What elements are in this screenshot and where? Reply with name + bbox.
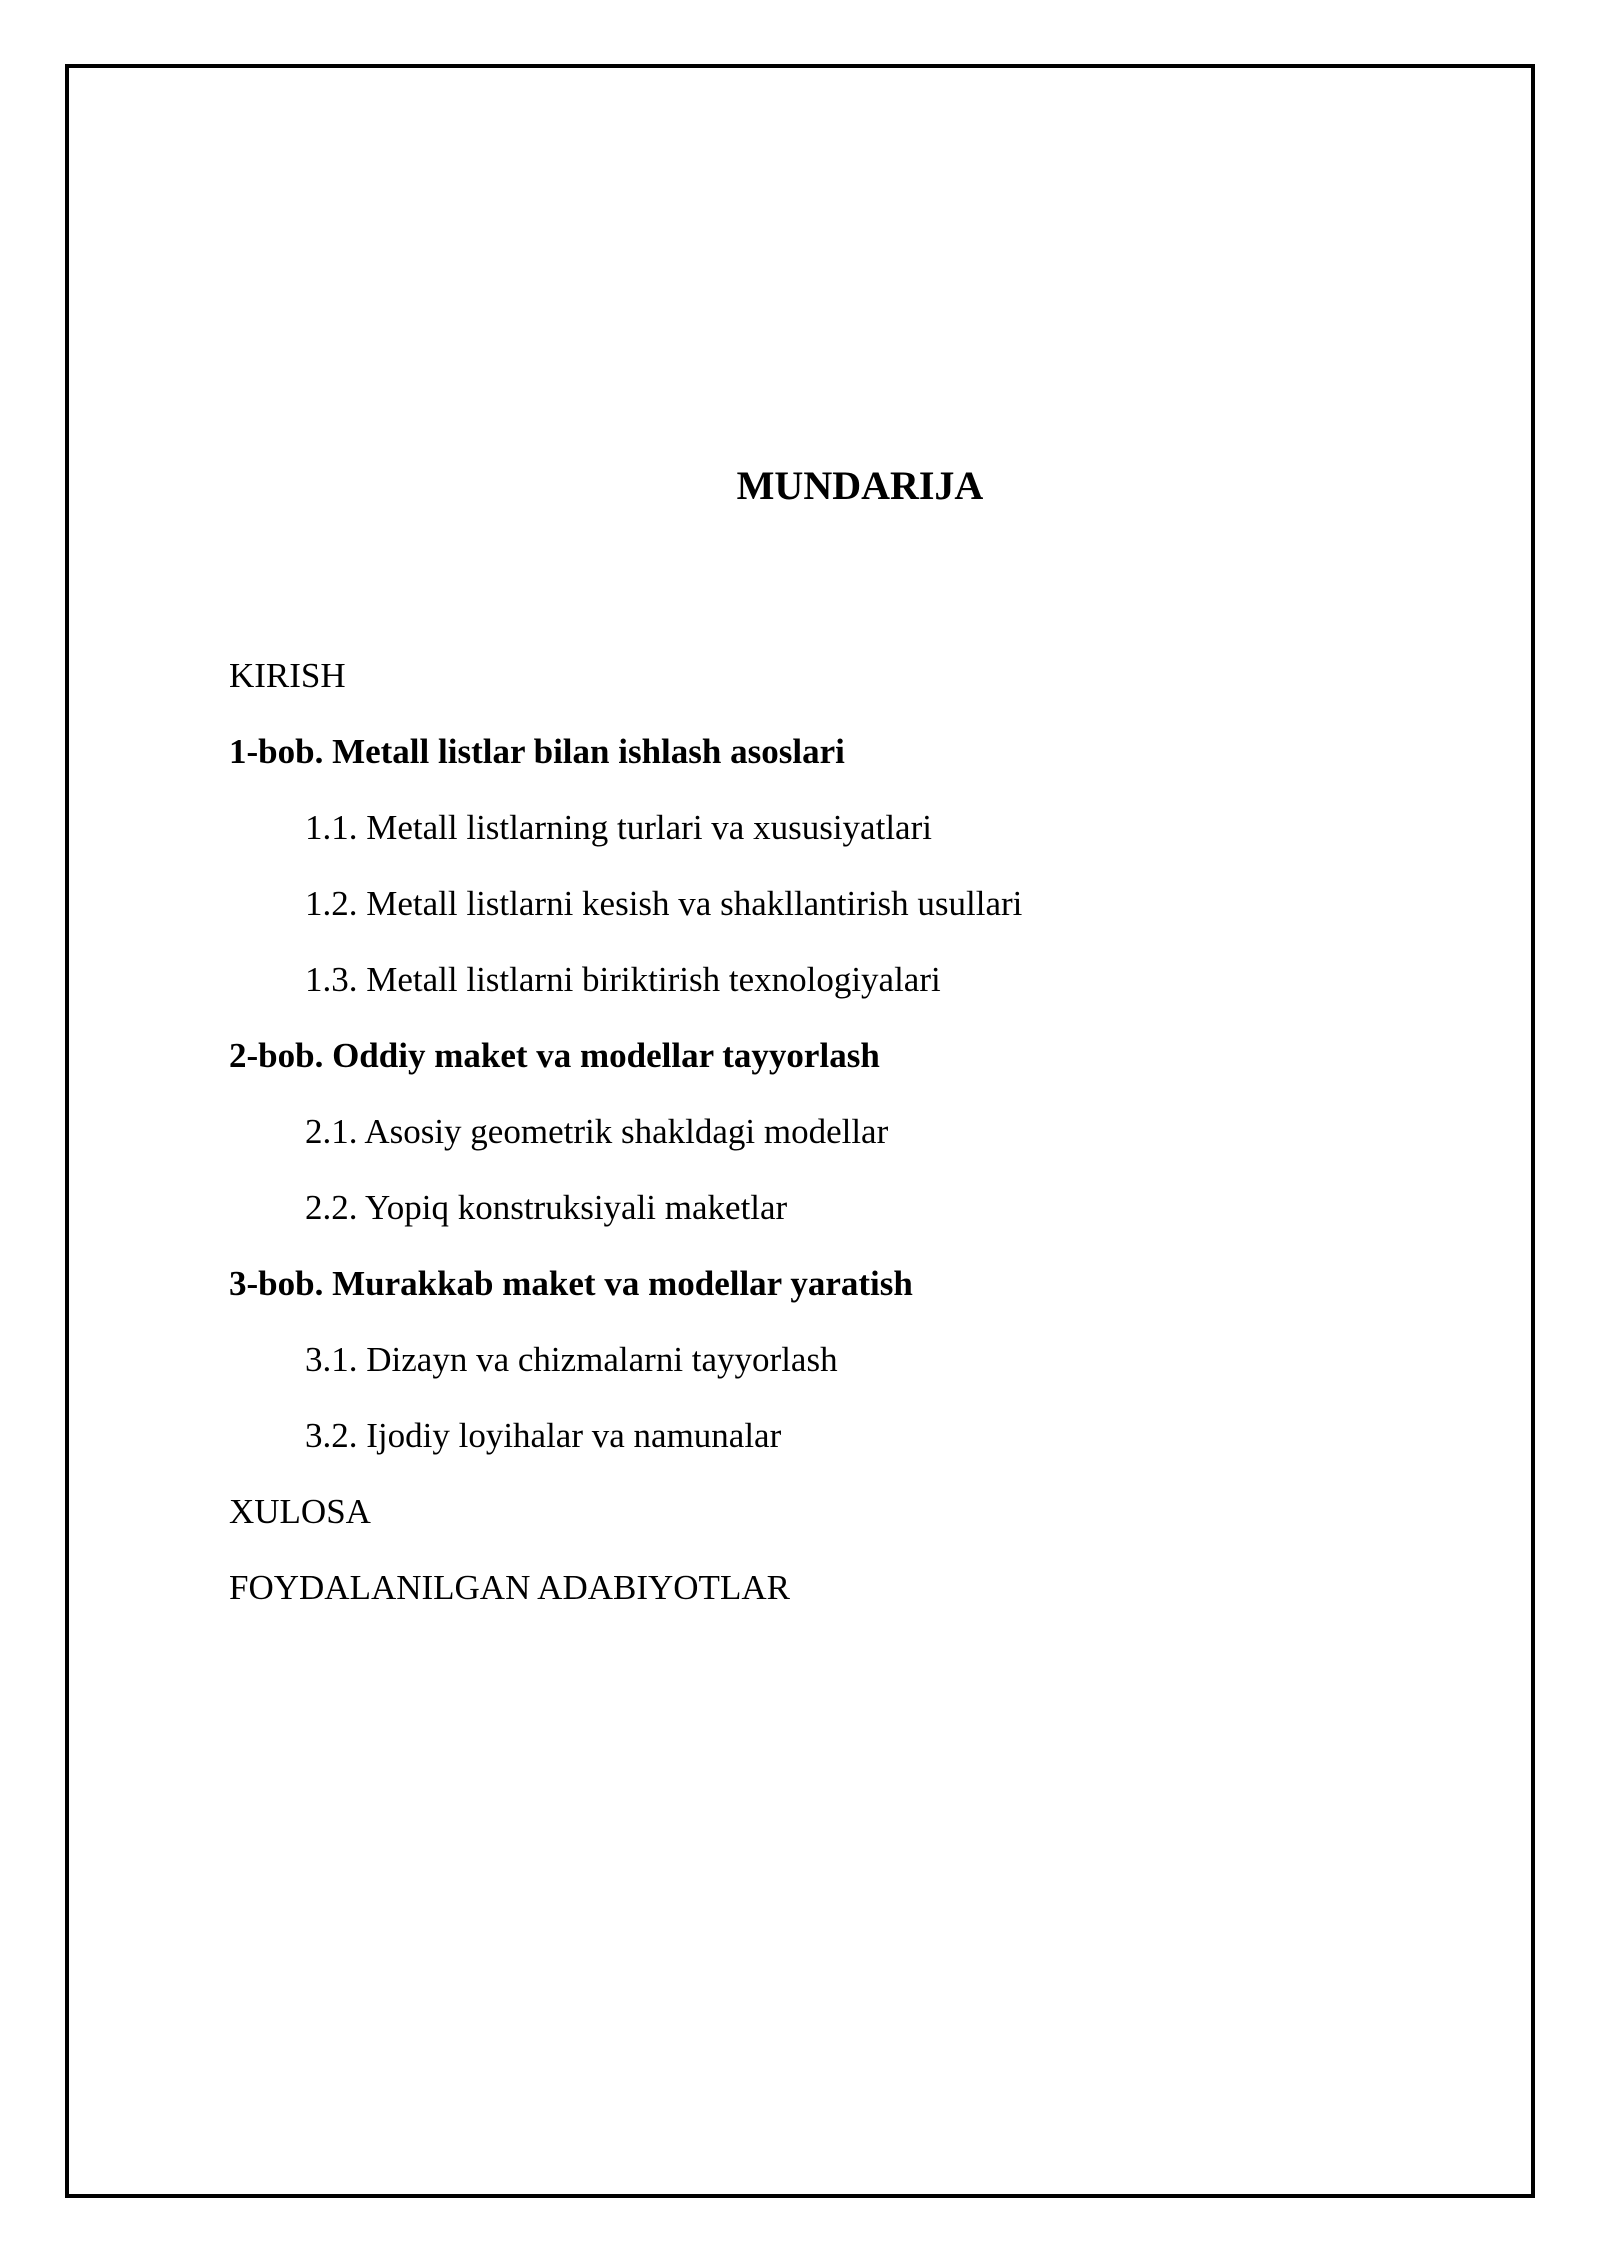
toc-section-1-2: 1.2. Metall listlarni kesish va shakllantirish usullari — [305, 884, 1023, 923]
toc-section-3-1: 3.1. Dizayn va chizmalarni tayyorlash — [305, 1340, 838, 1379]
table-of-contents — [229, 638, 1429, 1626]
toc-entry-references: FOYDALANILGAN ADABIYOTLAR — [229, 1568, 790, 1607]
toc-section-1-3: 1.3. Metall listlarni biriktirish texnologiyalari — [305, 960, 941, 999]
toc-section-3-2: 3.2. Ijodiy loyihalar va namunalar — [305, 1416, 782, 1455]
toc-chapter-2: 2-bob. Oddiy maket va modellar tayyorlash — [229, 1036, 880, 1075]
toc-entry-introduction: KIRISH — [229, 656, 346, 695]
toc-chapter-1: 1-bob. Metall listlar bilan ishlash asoslari — [229, 732, 845, 771]
toc-section-1-1: 1.1. Metall listlarning turlari va xususiyatlari — [305, 808, 932, 847]
toc-section-2-1: 2.1. Asosiy geometrik shakldagi modellar — [305, 1112, 889, 1151]
page-title: MUNDARIJA — [736, 463, 984, 508]
toc-section-2-2: 2.2. Yopiq konstruksiyali maketlar — [305, 1188, 788, 1227]
toc-entry-conclusion: XULOSA — [229, 1492, 371, 1531]
toc-chapter-3: 3-bob. Murakkab maket va modellar yaratish — [229, 1264, 913, 1303]
